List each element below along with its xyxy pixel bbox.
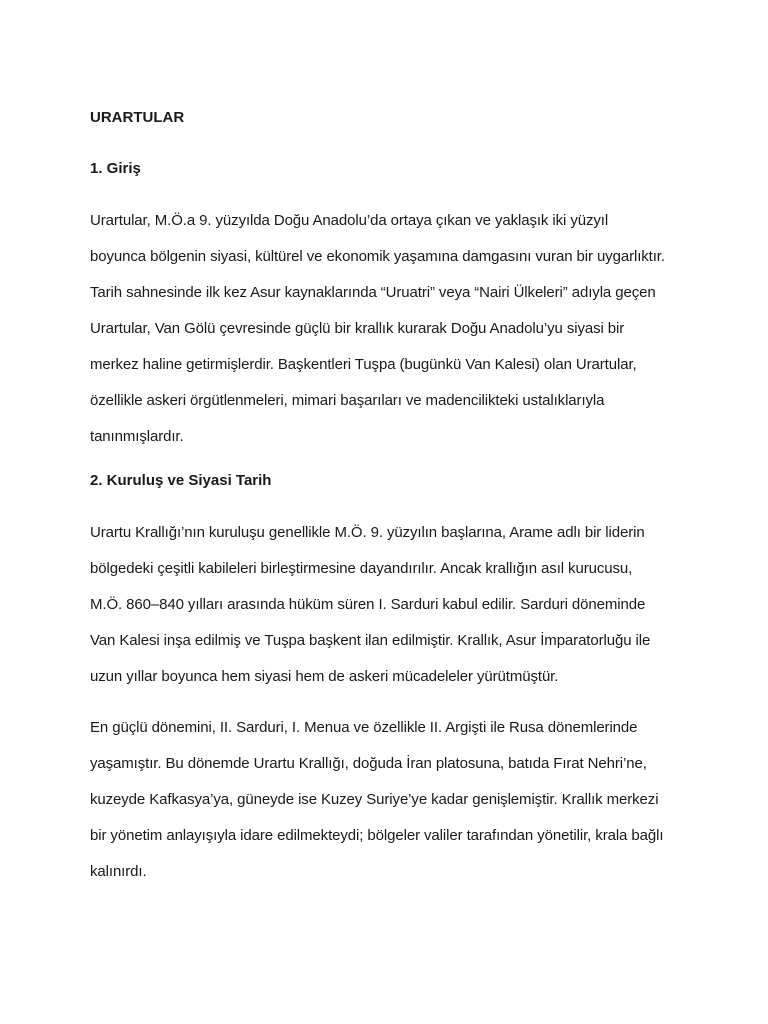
paragraph-line: kalınırdı. [90, 863, 147, 880]
paragraph-line: Tarih sahnesinde ilk kez Asur kaynaklarında “Uruatri” veya “Nairi Ülkeleri” adıyla geçen [90, 284, 656, 301]
paragraph-line: bir yönetim anlayışıyla idare edilmekteydi; bölgeler valiler tarafından yönetilir, krala bağlı [90, 827, 664, 844]
document-page [90, 108, 690, 890]
section-heading-giris: 1. Giriş [90, 160, 141, 177]
paragraph-giris [90, 203, 690, 455]
paragraph-line: özellikle askeri örgütlenmeleri, mimari başarıları ve madencilikteki ustalıklarıyla [90, 392, 605, 409]
paragraph-line: En güçlü dönemini, II. Sarduri, I. Menua ve özellikle II. Argişti ile Rusa dönemlerinde [90, 719, 638, 736]
paragraph-kurulus-2 [90, 710, 690, 890]
document-title: URARTULAR [90, 109, 185, 126]
paragraph-line: uzun yıllar boyunca hem siyasi hem de askeri mücadeleler yürütmüştür. [90, 668, 559, 685]
paragraph-line: kuzeyde Kafkasya’ya, güneyde ise Kuzey Suriye’ye kadar genişlemiştir. Krallık merkezi [90, 791, 659, 808]
paragraph-line: Urartular, Van Gölü çevresinde güçlü bir krallık kurarak Doğu Anadolu’yu siyasi bir [90, 320, 625, 337]
paragraph-line: Urartular, M.Ö.a 9. yüzyılda Doğu Anadolu’da ortaya çıkan ve yaklaşık iki yüzyıl [90, 212, 609, 229]
paragraph-line: tanınmışlardır. [90, 428, 184, 445]
paragraph-line: M.Ö. 860–840 yılları arasında hüküm süren I. Sarduri kabul edilir. Sarduri döneminde [90, 596, 646, 613]
paragraph-kurulus-1 [90, 515, 690, 695]
paragraph-line: Urartu Krallığı’nın kuruluşu genellikle M.Ö. 9. yüzyılın başlarına, Arame adlı bir liderin [90, 524, 645, 541]
paragraph-line: bölgedeki çeşitli kabileleri birleştirmesine dayandırılır. Ancak krallığın asıl kurucusu, [90, 560, 633, 577]
section-heading-kurulus: 2. Kuruluş ve Siyasi Tarih [90, 472, 272, 489]
paragraph-line: Van Kalesi inşa edilmiş ve Tuşpa başkent ilan edilmiştir. Krallık, Asur İmparatorluğu ile [90, 632, 651, 649]
paragraph-line: boyunca bölgenin siyasi, kültürel ve ekonomik yaşamına damgasını vuran bir uygarlıktır. [90, 248, 665, 265]
paragraph-line: merkez haline getirmişlerdir. Başkentleri Tuşpa (bugünkü Van Kalesi) olan Urartular, [90, 356, 637, 373]
paragraph-line: yaşamıştır. Bu dönemde Urartu Krallığı, doğuda İran platosuna, batıda Fırat Nehri’ne, [90, 755, 647, 772]
